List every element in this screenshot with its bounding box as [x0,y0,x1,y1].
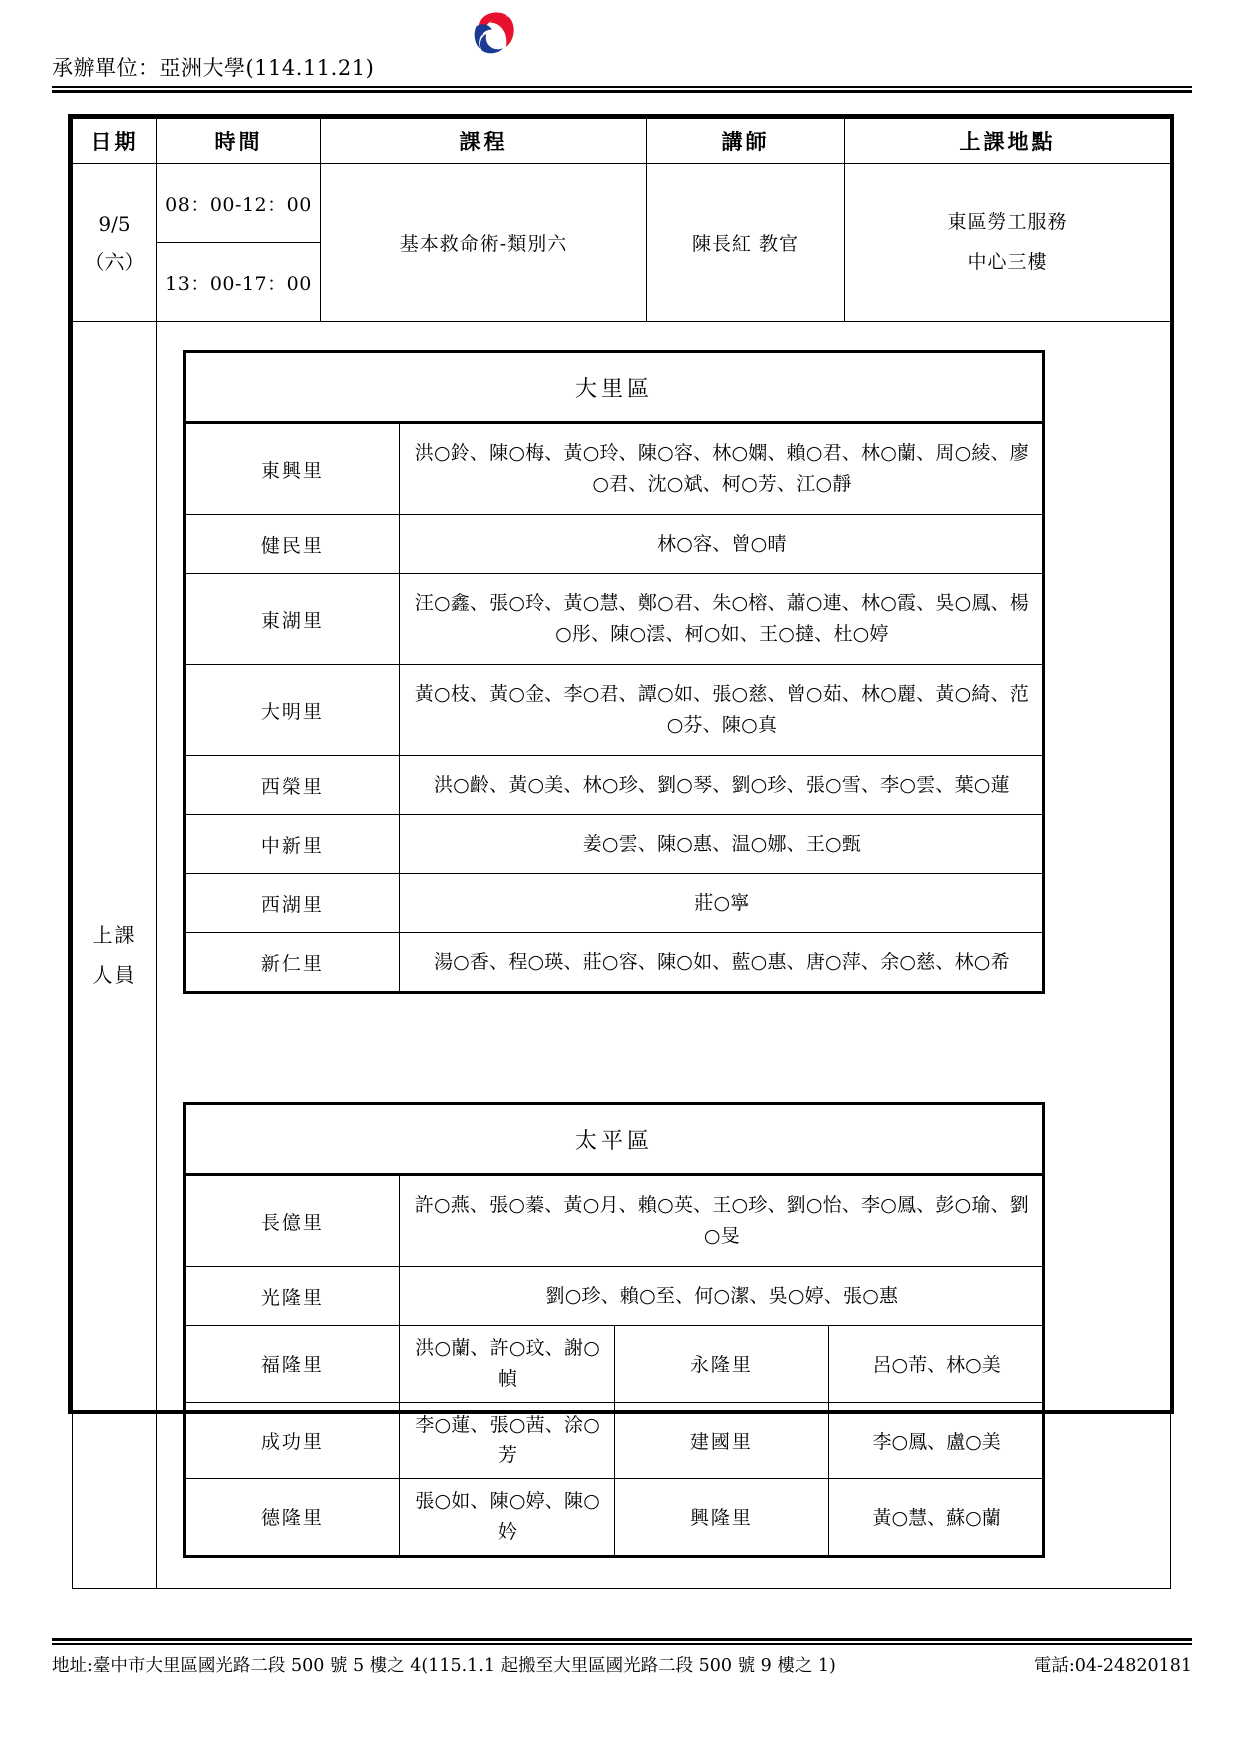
cell-date [73,164,157,322]
village-row [185,1175,1044,1267]
page-footer [52,1652,1192,1686]
village-row [185,815,1044,874]
village-row [185,1479,1044,1557]
village-attendees: 莊○寧 [399,874,1043,933]
village-name: 西榮里 [185,756,400,815]
village-name: 永隆里 [614,1326,829,1403]
place-line-1: 東區勞工服務 [947,210,1068,233]
village-attendees: 劉○珍、賴○至、何○潔、吳○婷、張○惠 [399,1267,1043,1326]
village-row [185,665,1044,756]
village-attendees: 姜○雲、陳○惠、温○娜、王○甄 [399,815,1043,874]
village-row [185,933,1044,993]
th-place: 上課地點 [845,119,1171,164]
village-attendees: 黃○枝、黃○金、李○君、譚○如、張○慈、曾○茹、林○麗、黃○綺、范○芬、陳○真 [399,665,1043,756]
village-attendees: 呂○芾、林○美 [829,1326,1044,1403]
asia-university-logo-icon [463,2,521,64]
attendees-label-line-2: 人員 [92,962,137,987]
organizer-text: 承辦單位：亞洲大學(114.11.21) [52,56,375,80]
village-attendees: 湯○香、程○瑛、莊○容、陳○如、藍○惠、唐○萍、余○慈、林○希 [399,933,1043,993]
village-attendees: 林○容、曾○晴 [399,515,1043,574]
table-header-row [73,119,1171,164]
village-attendees: 汪○鑫、張○玲、黃○慧、鄭○君、朱○榕、蕭○連、林○霞、吳○鳳、楊○彤、陳○澐、柯○如、王○撻、杜○婷 [399,574,1043,665]
village-row [185,423,1044,515]
district-title-row [185,352,1044,423]
th-time: 時間 [157,119,321,164]
cell-time-afternoon: 13：00-17：00 [157,243,321,322]
attendees-body [157,322,1171,1589]
footer-address: 地址:臺中市大里區國光路二段 500 號 5 樓之 4(115.1.1 起搬至大里區國光路二段 500 號 9 樓之 1) [52,1656,836,1676]
district-title: 太平區 [185,1104,1044,1175]
village-attendees: 黃○慧、蘇○蘭 [829,1479,1044,1557]
village-name: 興隆里 [614,1479,829,1557]
village-row [185,1326,1044,1403]
attendees-label-line-1: 上課 [92,922,137,947]
village-row [185,1267,1044,1326]
village-name: 健民里 [185,515,400,574]
attendees-row [73,322,1171,1589]
village-name: 光隆里 [185,1267,400,1326]
district-gap [179,994,1148,1102]
schedule-row-1 [73,164,1171,243]
village-row [185,1402,1044,1479]
village-attendees: 洪○齡、黃○美、林○珍、劉○琴、劉○珍、張○雪、李○雲、葉○蓮 [399,756,1043,815]
district-table [183,350,1045,994]
place-line-2: 中心三樓 [967,250,1048,273]
attendees-label [73,322,157,1589]
village-name: 中新里 [185,815,400,874]
village-name: 福隆里 [185,1326,400,1403]
village-name: 西湖里 [185,874,400,933]
village-name: 東興里 [185,423,400,515]
village-row [185,756,1044,815]
village-attendees: 許○燕、張○蓁、黃○月、賴○英、王○珍、劉○怡、李○鳳、彭○瑜、劉○旻 [399,1175,1043,1267]
village-attendees: 李○蓮、張○茜、涂○芳 [399,1402,614,1479]
village-attendees: 李○鳳、盧○美 [829,1402,1044,1479]
village-name: 東湖里 [185,574,400,665]
schedule-table [72,118,1171,1589]
village-row [185,874,1044,933]
village-name: 德隆里 [185,1479,400,1557]
cell-place [845,164,1171,322]
th-date: 日期 [73,119,157,164]
district-title-row [185,1104,1044,1175]
district-title: 大里區 [185,352,1044,423]
village-attendees: 張○如、陳○婷、陳○妗 [399,1479,614,1557]
district-table [183,1102,1045,1558]
th-teacher: 講師 [647,119,845,164]
village-name: 建國里 [614,1402,829,1479]
village-attendees: 洪○鈴、陳○梅、黃○玲、陳○容、林○嫻、賴○君、林○蘭、周○綾、廖○君、沈○斌、柯○芳、江○靜 [399,423,1043,515]
districts-container [179,350,1148,1558]
village-row [185,574,1044,665]
village-name: 成功里 [185,1402,400,1479]
cell-course: 基本救命術-類別六 [321,164,647,322]
date-line-2: （六） [84,249,145,274]
village-row [185,515,1044,574]
village-name: 新仁里 [185,933,400,993]
th-course: 課程 [321,119,647,164]
footer-phone: 電話:04-24820181 [1033,1656,1192,1676]
cell-teacher: 陳長紅 教官 [647,164,845,322]
footer-divider [52,1638,1192,1645]
cell-time-morning: 08：00-12：00 [157,164,321,243]
village-name: 大明里 [185,665,400,756]
date-line-1: 9/5 [98,211,131,236]
header-divider [52,86,1192,93]
village-name: 長億里 [185,1175,400,1267]
village-attendees: 洪○蘭、許○玟、謝○幀 [399,1326,614,1403]
